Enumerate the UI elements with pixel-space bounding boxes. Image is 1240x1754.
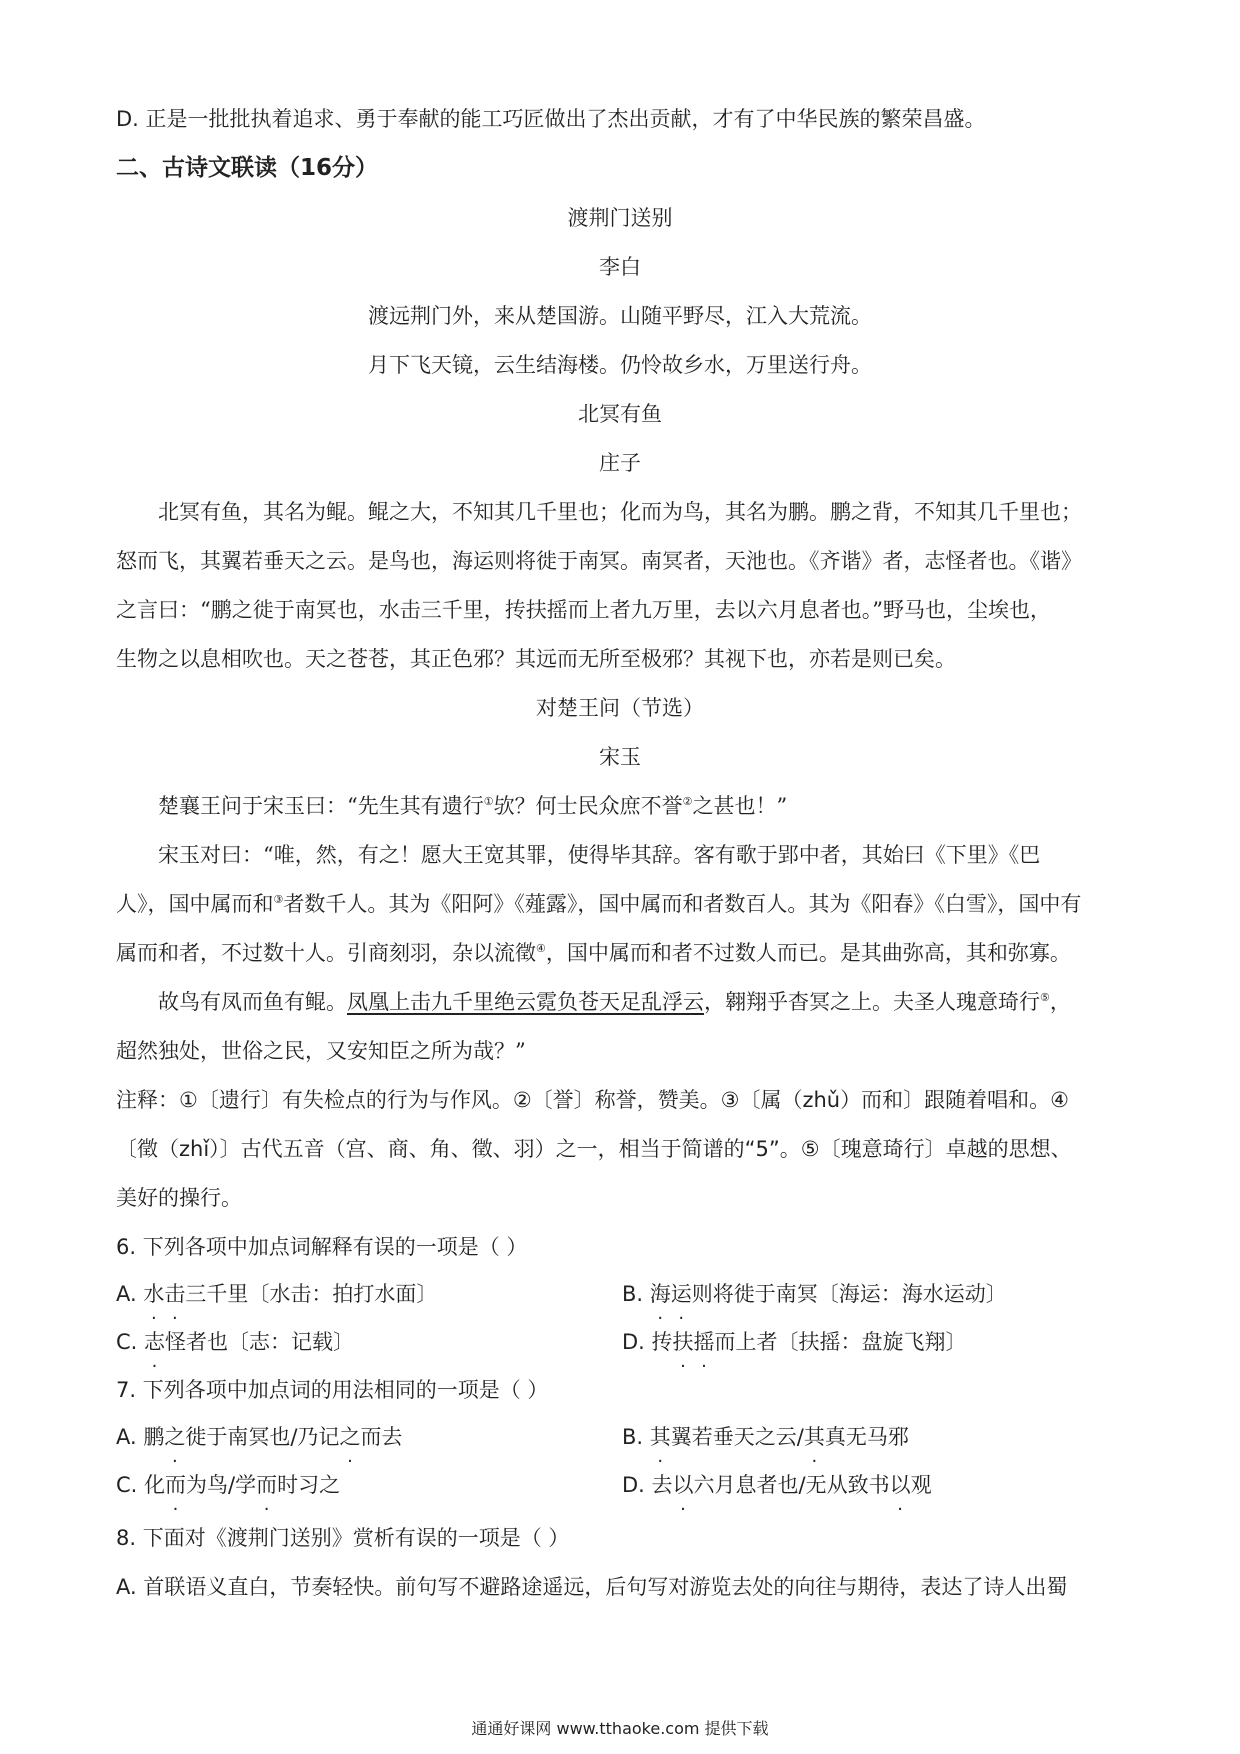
text: ，翱翔乎杳冥之上。夫圣人瑰意琦行	[704, 990, 1040, 1014]
text: 徙于南冥也/乃记	[185, 1425, 340, 1449]
note-marker: ③	[273, 893, 284, 906]
text: 为鸟/学	[186, 1473, 257, 1497]
text: C.	[116, 1330, 145, 1354]
text: 真无马邪	[824, 1425, 909, 1449]
notes-line: 注释：①〔遗行〕有失检点的行为与作风。②〔誉〕称誉，赞美。③〔属（zhǔ）而和〕跟随着唱和。④	[116, 1088, 1069, 1112]
dotted-char: 其	[649, 1425, 671, 1449]
text2-line: 生物之以息相吹也。天之苍苍，其正色邪？其远而无所至极邪？其视下也，亦若是则已矣。	[116, 647, 956, 671]
text: 翼若垂天之云/	[670, 1425, 804, 1449]
question-7-option-b	[622, 1422, 909, 1452]
note-marker: ⑤	[1040, 991, 1050, 1004]
question-7-stem: 7. 下列各项中加点词的用法相同的一项是（ ）	[116, 1378, 549, 1402]
dotted-char: 摇	[693, 1330, 715, 1354]
text2-author: 庄子	[599, 451, 641, 475]
poem1-line: 月下飞天镜，云生结海楼。仍怜故乡水，万里送行舟。	[368, 353, 872, 377]
text: 者数千人。其为《阳阿》《薤露》，国中属而和者数百人。其为《阳春》《白雪》，国中有	[283, 892, 1082, 916]
dotted-char: 志	[144, 1330, 166, 1354]
text: 楚襄王问于宋玉曰：“先生其有遗行	[158, 794, 484, 818]
note-marker: ④	[536, 942, 546, 955]
text: ，	[1049, 990, 1071, 1014]
underlined-sentence: 凤凰上击九千里绝云霓负苍天足乱浮云	[347, 990, 704, 1014]
text2-title: 北冥有鱼	[578, 402, 662, 426]
dotted-char: 之	[164, 1425, 186, 1449]
dotted-char: 扶	[672, 1330, 694, 1354]
text: B.	[622, 1425, 650, 1449]
text3-paragraph-2-line	[116, 938, 1071, 968]
text: D. 抟	[622, 1330, 673, 1354]
text: D. 去	[622, 1473, 673, 1497]
text3-title: 对楚王问（节选）	[536, 696, 704, 720]
text2-line: 之言曰：“鹏之徙于南冥也，水击三千里，抟扶摇而上者九万里，去以六月息者也。”野马也，尘埃也，	[116, 598, 1051, 622]
dotted-char: 海	[649, 1282, 671, 1306]
text: 之甚也！”	[692, 794, 788, 818]
text: A.	[116, 1282, 144, 1306]
poem1-author: 李白	[599, 255, 641, 279]
dotted-char: 击	[164, 1282, 186, 1306]
dotted-char: 以	[672, 1473, 694, 1497]
question-8-option-a: A. 首联语义直白，节奏轻快。前句写不避路途遥远，后句写对游览去处的向往与期待，表达了诗人出蜀	[116, 1575, 1068, 1599]
text: 欤？何士民众庶不誉	[493, 794, 683, 818]
question-6-option-b	[622, 1279, 1007, 1309]
question-7-option-a	[116, 1422, 402, 1452]
text3-paragraph-3-line	[158, 987, 1071, 1017]
text3-paragraph-2-line: 宋玉对曰：“唯，然，有之！愿大王宽其罪，使得毕其辞。客有歌于郢中者，其始曰《下里》《巴	[158, 843, 1041, 867]
note-marker: ②	[682, 795, 693, 808]
text: 六月息者也/无从致书	[693, 1473, 890, 1497]
text: 怪者也〔志：记载〕	[165, 1330, 355, 1354]
question-8-stem: 8. 下面对《渡荆门送别》赏析有误的一项是（ ）	[116, 1526, 570, 1550]
text: 属而和者，不过数十人。引商刻羽，杂以流徵	[116, 941, 536, 965]
dotted-char: 之	[339, 1425, 361, 1449]
text: C. 化	[116, 1473, 166, 1497]
dotted-char: 而	[256, 1473, 278, 1497]
text3-paragraph-3-line: 超然独处，世俗之民，又安知臣之所为哉？”	[116, 1039, 526, 1063]
question-7-option-c	[116, 1470, 340, 1500]
text: 时习之	[277, 1473, 341, 1497]
dotted-char: 以	[889, 1473, 911, 1497]
text3-paragraph-2-line	[116, 889, 1081, 919]
question-6-stem: 6. 下列各项中加点词解释有误的一项是（ ）	[116, 1235, 528, 1259]
dotted-char: 其	[803, 1425, 825, 1449]
notes-line: 美好的操行。	[116, 1186, 242, 1210]
dotted-char: 水	[143, 1282, 165, 1306]
text: 故鸟有凤而鱼有鲲。	[158, 990, 347, 1014]
dotted-char: 运	[670, 1282, 692, 1306]
text: A. 鹏	[116, 1425, 165, 1449]
text: ，国中属而和者不过数人而已。是其曲弥高，其和弥寡。	[545, 941, 1071, 965]
text3-author: 宋玉	[599, 745, 641, 769]
poem1-title: 渡荆门送别	[567, 206, 673, 230]
top-option: D. 正是一批批执着追求、勇于奉献的能工巧匠做出了杰出贡献，才有了中华民族的繁荣昌盛。	[116, 107, 986, 131]
question-6-option-a	[116, 1279, 437, 1309]
text: 而上者〔扶摇：盘旋飞翔〕	[714, 1330, 967, 1354]
text2-line: 北冥有鱼，其名为鲲。鲲之大，不知其几千里也；化而为鸟，其名为鹏。鹏之背，不知其几千里也；	[158, 500, 1082, 524]
text: 三千里〔水击：拍打水面〕	[185, 1282, 438, 1306]
text: 人》，国中属而和	[116, 892, 274, 916]
text3-paragraph-1	[158, 791, 787, 821]
question-6-option-c	[116, 1327, 354, 1357]
dotted-char: 而	[165, 1473, 187, 1497]
question-7-option-d	[622, 1470, 932, 1500]
text: B.	[622, 1282, 650, 1306]
notes-line: 〔徵（zhǐ）〕古代五音（宫、商、角、徵、羽）之一，相当于简谱的“5”。⑤〔瑰意琦行〕卓越的思想、	[116, 1137, 1072, 1161]
poem1-line: 渡远荆门外，来从楚国游。山随平野尽，江入大荒流。	[368, 304, 872, 328]
note-marker: ①	[483, 795, 494, 808]
question-6-option-d	[622, 1327, 967, 1357]
page-footer: 通通好课网 www.tthaoke.com 提供下载	[471, 1719, 769, 1738]
text2-line: 怒而飞，其翼若垂天之云。是鸟也，海运则将徙于南冥。南冥者，天池也。《齐谐》者，志怪者也。《谐》	[116, 549, 1082, 573]
section-heading: 二、古诗文联读（16分）	[116, 155, 379, 181]
text: 而去	[360, 1425, 403, 1449]
text: 观	[910, 1473, 932, 1497]
text: 则将徙于南冥〔海运：海水运动〕	[691, 1282, 1007, 1306]
